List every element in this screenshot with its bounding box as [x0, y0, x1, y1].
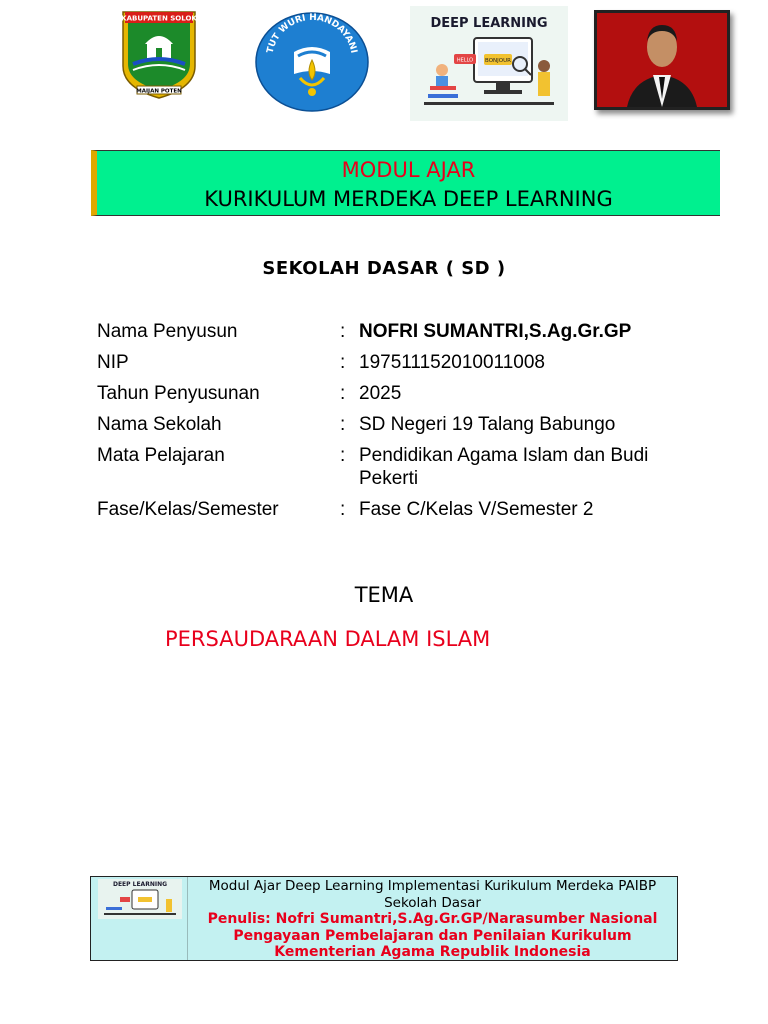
info-value: 2025 [359, 383, 402, 404]
svg-text:KABUPATEN SOLOK: KABUPATEN SOLOK [121, 14, 197, 23]
kabupaten-solok-logo [119, 8, 199, 100]
info-separator: : [340, 414, 346, 435]
info-value: Pendidikan Agama Islam dan Budi Pekerti [359, 445, 649, 489]
info-value: SD Negeri 19 Talang Babungo [359, 414, 616, 435]
school-level-heading: SEKOLAH DASAR ( SD ) [262, 258, 506, 279]
footer-thumbnail [91, 877, 188, 960]
svg-text:HELLO: HELLO [456, 57, 474, 64]
title-banner [91, 150, 720, 216]
svg-text:BONJOUR: BONJOUR [485, 58, 511, 64]
info-label: Fase/Kelas/Semester [97, 499, 279, 520]
footer-box [90, 876, 678, 961]
curriculum-title: KURIKULUM MERDEKA DEEP LEARNING [204, 187, 613, 211]
info-row-fase [97, 498, 697, 521]
info-separator: : [340, 352, 346, 373]
info-label: Nama Penyusun [97, 321, 238, 342]
info-row-nip [97, 351, 697, 374]
svg-text:DEEP LEARNING: DEEP LEARNING [430, 16, 548, 31]
info-separator: : [340, 445, 346, 466]
deep-learning-mini-image [98, 879, 182, 919]
tema-title: PERSAUDARAAN DALAM ISLAM [165, 627, 491, 651]
author-photo [594, 10, 730, 110]
tema-label: TEMA [354, 583, 414, 607]
deep-learning-illustration [410, 6, 568, 121]
info-separator: : [340, 499, 346, 520]
info-label: Tahun Penyusunan [97, 383, 260, 404]
info-value: 197511152010011008 [359, 352, 545, 373]
info-separator: : [340, 321, 346, 342]
identity-table [97, 320, 697, 529]
info-row-nama-penyusun [97, 320, 697, 343]
info-label: Mata Pelajaran [97, 445, 225, 466]
info-value: Fase C/Kelas V/Semester 2 [359, 499, 594, 520]
svg-text:MAIJAN POTEN: MAIJAN POTEN [136, 88, 182, 95]
info-label: Nama Sekolah [97, 414, 222, 435]
tut-wuri-handayani-logo [254, 8, 370, 112]
footer-author-line: Penulis: Nofri Sumantri,S.Ag.Gr.GP/Narasumber Nasional Pengayaan Pembelajaran dan Penilaian Kurikulum Kementerian Agama Republik Indonesia [207, 911, 658, 960]
info-value: NOFRI SUMANTRI,S.Ag.Gr.GP [359, 321, 632, 342]
module-title: MODUL AJAR [341, 158, 476, 182]
info-row-tahun [97, 382, 697, 405]
info-row-mapel [97, 444, 697, 490]
svg-text:DEEP LEARNING: DEEP LEARNING [112, 881, 168, 888]
info-row-sekolah [97, 413, 697, 436]
info-separator: : [340, 383, 346, 404]
svg-text:TUT WURI HANDAYANI: TUT WURI HANDAYANI [265, 12, 359, 55]
footer-text [188, 877, 677, 960]
footer-module-line: Modul Ajar Deep Learning Implementasi Kurikulum Merdeka PAIBP Sekolah Dasar [208, 878, 657, 911]
info-label: NIP [97, 352, 129, 373]
